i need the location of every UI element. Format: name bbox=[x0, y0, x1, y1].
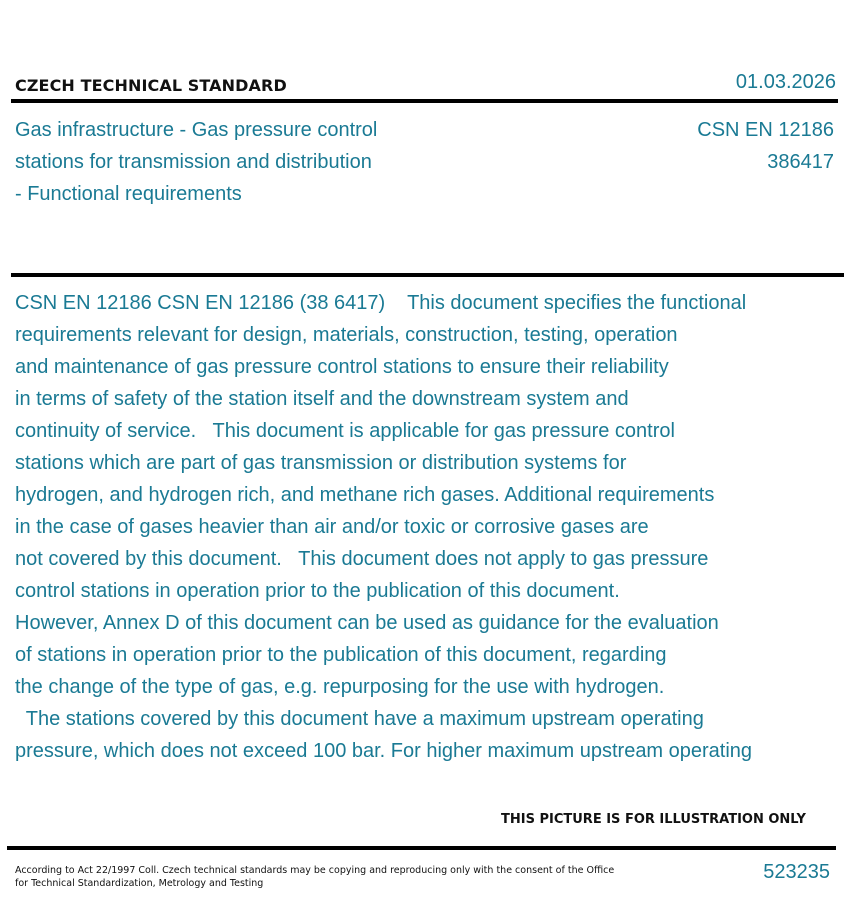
footer-divider bbox=[7, 846, 836, 850]
classification-number: 386417 bbox=[767, 151, 834, 173]
standard-code: CSN EN 12186 bbox=[697, 119, 834, 141]
abstract-line: the change of the type of gas, e.g. repurposing for the use with hydrogen. bbox=[15, 676, 665, 698]
abstract-line: continuity of service. This document is applicable for gas pressure control bbox=[15, 420, 675, 442]
legal-notice bbox=[15, 864, 615, 890]
abstract-line: CSN EN 12186 CSN EN 12186 (38 6417) This document specifies the functional bbox=[15, 292, 747, 314]
abstract-line: in the case of gases heavier than air and/or toxic or corrosive gases are bbox=[15, 516, 649, 538]
document-title-line: - Functional requirements bbox=[15, 183, 242, 205]
standard-type-heading: CZECH TECHNICAL STANDARD bbox=[15, 76, 287, 95]
legal-notice-line: According to Act 22/1997 Coll. Czech technical standards may be copying and reproducing only with the consent of the Office bbox=[15, 865, 615, 876]
abstract-line: in terms of safety of the station itself and the downstream system and bbox=[15, 388, 629, 410]
document-title-line: Gas infrastructure - Gas pressure control bbox=[15, 119, 378, 141]
abstract-line: However, Annex D of this document can be used as guidance for the evaluation bbox=[15, 612, 719, 634]
publication-date: 01.03.2026 bbox=[735, 71, 836, 93]
title-divider bbox=[11, 273, 844, 277]
abstract-line: not covered by this document. This document does not apply to gas pressure bbox=[15, 548, 709, 570]
abstract-line: pressure, which does not exceed 100 bar. For higher maximum upstream operating bbox=[15, 740, 753, 762]
abstract-line: and maintenance of gas pressure control stations to ensure their reliability bbox=[15, 356, 669, 378]
abstract-text bbox=[15, 287, 845, 767]
abstract-line: hydrogen, and hydrogen rich, and methane rich gases. Additional requirements bbox=[15, 484, 715, 506]
abstract-line: control stations in operation prior to the publication of this document. bbox=[15, 580, 620, 602]
document-title bbox=[15, 114, 377, 210]
catalog-number: 523235 bbox=[763, 861, 830, 883]
legal-notice-line: for Technical Standardization, Metrology and Testing bbox=[15, 878, 264, 889]
document-title-line: stations for transmission and distribution bbox=[15, 151, 372, 173]
header-divider bbox=[11, 99, 838, 103]
abstract-line: of stations in operation prior to the publication of this document, regarding bbox=[15, 644, 667, 666]
abstract-line: The stations covered by this document have a maximum upstream operating bbox=[15, 708, 704, 730]
abstract-line: stations which are part of gas transmission or distribution systems for bbox=[15, 452, 627, 474]
standard-identifiers bbox=[697, 114, 834, 178]
abstract-line: requirements relevant for design, materials, construction, testing, operation bbox=[15, 324, 678, 346]
illustration-disclaimer: THIS PICTURE IS FOR ILLUSTRATION ONLY bbox=[501, 812, 806, 827]
